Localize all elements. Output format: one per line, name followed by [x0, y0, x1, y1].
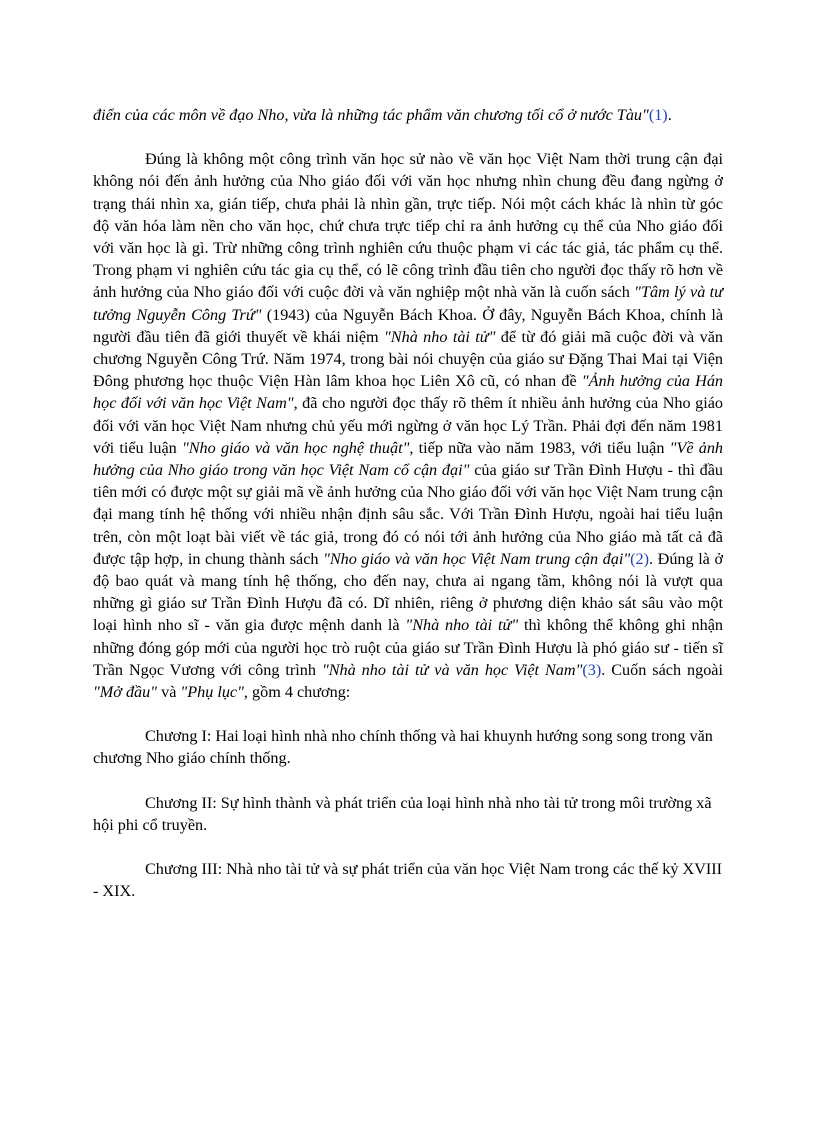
- chapter-item: Chương III: Nhà nho tài tử và sự phát triển của văn học Việt Nam trong các thế kỷ XVIII - XIX.: [93, 860, 723, 901]
- book-title-2: "Nho giáo và văn học Việt Nam trung cận đại": [323, 549, 631, 568]
- footnote-ref-2[interactable]: (2): [630, 549, 650, 568]
- chapter-item: Chương II: Sự hình thành và phát triển của loại hình nhà nho tài tử trong môi trường xã hội phi cổ truyền.: [93, 793, 712, 834]
- footnote-ref-3[interactable]: (3): [582, 660, 602, 679]
- essay-title-1983: "Về ảnh hưởng của Nho giáo trong văn học Việt Nam cổ cận đại": [93, 438, 724, 480]
- document-page: [93, 104, 723, 903]
- section-phu-luc: "Phụ lục": [180, 683, 244, 702]
- footnote-ref-1[interactable]: (1): [648, 106, 668, 124]
- body-paragraph: Đúng là không một công trình văn học sử nào về văn học Việt Nam thời trung cận đại không nói đến ảnh hưởng của Nho giáo đối với văn học nhưng nhìn chung đều đang ngừng ở trạng thái nhìn xa, gián tiếp, chưa phải là nhìn gần, trực tiếp. Nói một cách khác là nhìn từ góc độ văn hóa làm nền cho văn học, chứ chưa trực tiếp chỉ ra ảnh hưởng cụ thể của Nho giáo đối với văn học là gì. Trừ những công trình nghiên cứu thuộc phạm vi các tác giả, tác phẩm cụ thể. Trong phạm vi nghiên cứu tác gia cụ thể, có lẽ công trình đầu tiên cho người đọc thấy rõ hơn về ảnh hưởng của Nho giáo đối với cuộc đời và văn nghiệp một nhà văn là cuốn sách "Tâm lý và tư tưởng Nguyễn Công Trứ" (1943) của Nguyễn Bách Khoa. Ở đây, Nguyễn Bách Khoa, chính là người đầu tiên đã giới thuyết về khái niệm "Nhà nho tài tử" để từ đó giải mã cuộc đời và văn chương Nguyễn Công Trứ. Năm 1974, trong bài nói chuyện của giáo sư Đặng Thai Mai tại Viện Đông phương học thuộc Viện Hàn lâm khoa học Liên Xô cũ, có nhan đề "Ảnh hưởng của Hán học đối với văn học Việt Nam", đã cho người đọc thấy rõ thêm ít nhiều ảnh hưởng của Nho giáo đối với văn học Việt Nam nhưng chủ yếu mới ngừng ở văn học Lý Trần. Phải đợi đến năm 1981 với tiểu luận "Nho giáo và văn học nghệ thuật", tiếp nữa vào năm 1983, với tiểu luận "Về ảnh hưởng của Nho giáo trong văn học Việt Nam cổ cận đại" của giáo sư Trần Đình Hượu - thì đầu tiên mới có được một sự giải mã về ảnh hưởng của Nho giáo đối với văn học Việt Nam trung cận đại mang tính hệ thống với nhiều nhận định sâu sắc. Với Trần Đình Hượu, ngoài hai tiểu luận trên, còn một loạt bài viết về tác giả, trong đó có nói tới ảnh hưởng của Nho giáo mà tất cả đã được tập hợp, in chung thành sách "Nho giáo và văn học Việt Nam trung cận đại"(2). Đúng là ở độ bao quát và mang tính hệ thống, cho đến nay, chưa ai ngang tầm, không nói là vượt qua những gì giáo sư Trần Đình Hượu đã có. Dĩ nhiên, riêng ở phương diện khảo sát sâu vào một loại hình nho sĩ - văn gia được mệnh danh là "Nhà nho tài tử" thì không thể không ghi nhận những đóng góp mới của người học trò ruột của giáo sư Trần Đình Hượu là phó giáo sư - tiến sĩ Trần Ngọc Vương với công trình "Nhà nho tài tử và văn học Việt Nam"(3). Cuốn sách ngoài "Mở đầu" và "Phụ lục", gồm 4 chương:: [93, 150, 724, 702]
- talk-title: "Ảnh hưởng của Hán học đối với văn học Việt Nam": [93, 372, 724, 413]
- essay-title-1981: "Nho giáo và văn học nghệ thuật": [181, 438, 410, 457]
- quote-fragment: điển của các môn về đạo Nho, vừa là những tác phẩm văn chương tối cổ ở nước Tàu": [93, 106, 649, 124]
- book-title: "Tâm lý và tư tưởng Nguyễn Công Trứ": [93, 283, 723, 324]
- term-nha-nho-tai-tu-2: "Nhà nho tài tử": [405, 616, 519, 635]
- chapter-item: Chương I: Hai loại hình nhà nho chính thống và hai khuynh hướng song song trong văn chương Nho giáo chính thống.: [93, 727, 713, 768]
- term-nha-nho-tai-tu: "Nhà nho tài tử": [384, 327, 496, 346]
- intro-fragment: điển của các môn về đạo Nho, vừa là những tác phẩm văn chương tối cổ ở nước Tàu"(1).: [93, 106, 672, 124]
- section-mo-dau: "Mở đầu": [93, 683, 158, 702]
- book-title-3: "Nhà nho tài tử và văn học Việt Nam": [321, 660, 583, 679]
